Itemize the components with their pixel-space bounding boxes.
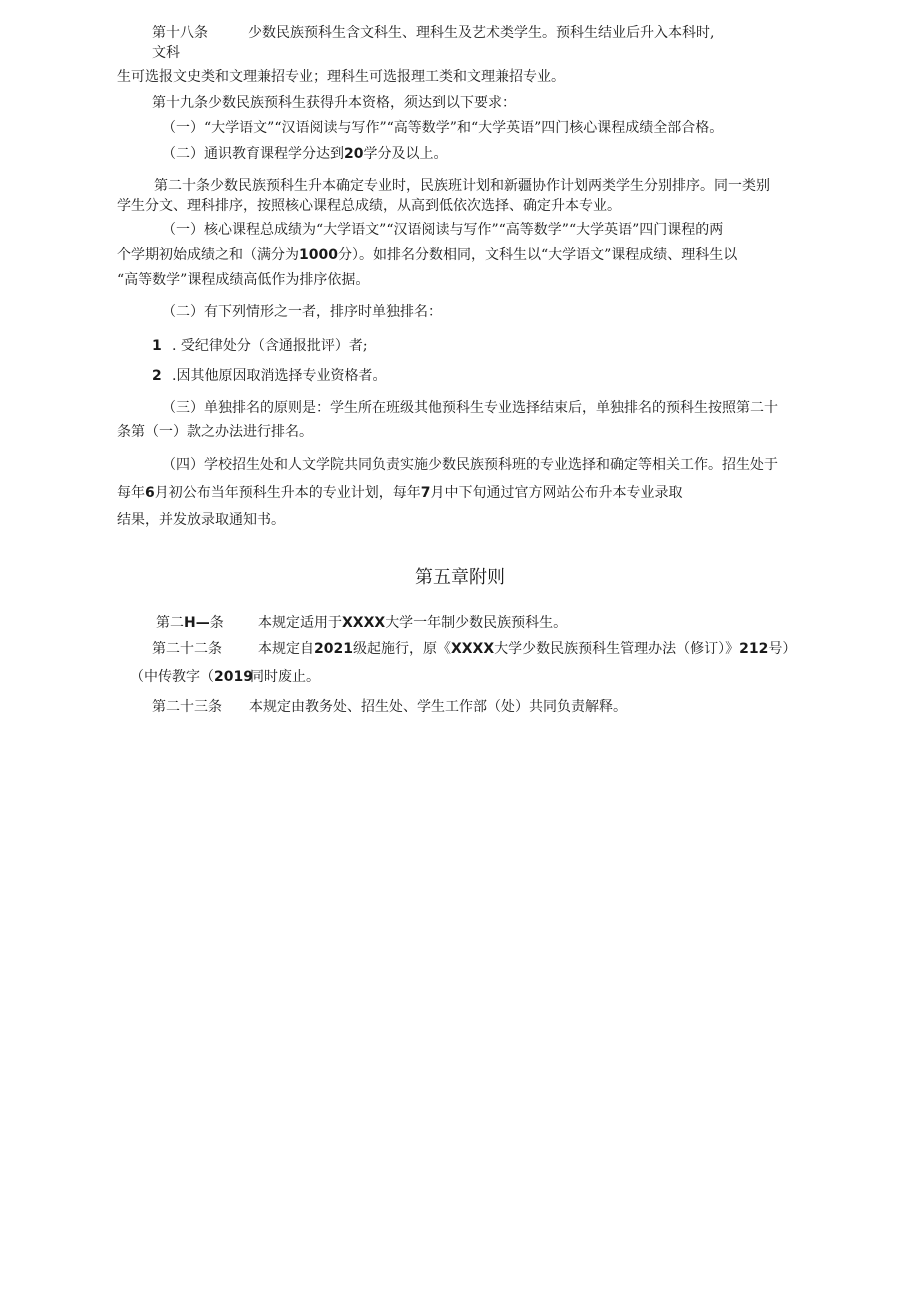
chapter-5-title: 第五章附则 — [415, 567, 505, 588]
article-20-para4-line3: 结果，并发放录取通知书。 — [117, 512, 285, 528]
article-20-para3-line1: （三）单独排名的原则是：学生所在班级其他预科生专业选择结束后，单独排名的预科生按照第二十 — [162, 400, 778, 416]
article-23-text: 本规定由教务处、招生处、学生工作部（处）共同负责解释。 — [249, 699, 627, 715]
article-20-line2: 学生分文、理科排序，按照核心课程总成绩，从高到低依次选择、确定升本专业。 — [117, 198, 621, 214]
article-20-line1: 第二十条少数民族预科生升本确定专业时，民族班计划和新疆协作计划两类学生分别排序。同一类别 — [154, 178, 770, 194]
article-18-text: 少数民族预科生含文科生、理科生及艺术类学生。预科生结业后升入本科时, — [248, 25, 715, 41]
article-19-heading: 第十九条少数民族预科生获得升本资格，须达到以下要求： — [152, 95, 516, 111]
article-20-para4-line2: 每年6月初公布当年预科生升本的专业计划，每年7月中下旬通过官方网站公布升本专业录取 — [117, 485, 683, 501]
article-23-label: 第二十三条 — [152, 699, 222, 715]
article-20-para1-line2: 个学期初始成绩之和（满分为1000分）。如排名分数相同，文科生以“大学语文”课程成绩、理科生以 — [117, 247, 738, 263]
article-18-text-line3: 生可选报文史类和文理兼招专业；理科生可选报理工类和文理兼招专业。 — [117, 69, 565, 85]
article-20-para3-line2: 条第（一）款之办法进行排名。 — [117, 424, 313, 440]
article-20-para4-line1: （四）学校招生处和人文学院共同负责实施少数民族预科班的专业选择和确定等相关工作。招生处于 — [162, 457, 778, 473]
article-18-text-line2: 文科 — [152, 45, 180, 61]
article-19-item-2: （二）通识教育课程学分达到20学分及以上。 — [162, 146, 448, 162]
article-19-item-1: （一）“大学语文”“汉语阅读与写作”“高等数学”和“大学英语”四门核心课程成绩全部合格。 — [162, 120, 724, 136]
article-18-label: 第十八条 — [152, 25, 208, 41]
article-22-text: 本规定自2021级起施行，原《XXXX大学少数民族预科生管理办法（修订）》212号） — [258, 641, 797, 657]
article-20-para2: （二）有下列情形之一者，排序时单独排名： — [162, 304, 442, 320]
article-21-label: 第二H—条 — [156, 615, 224, 631]
article-20-para1-line1: （一）核心课程总成绩为“大学语文”“汉语阅读与写作”“高等数学”“大学英语”四门课程的两 — [162, 222, 724, 238]
article-22-text-line2: （中传教字（2019同时废止。 — [130, 669, 320, 685]
article-21-text: 本规定适用于XXXX大学一年制少数民族预科生。 — [258, 615, 568, 631]
article-20-subitem-2: 2 .因其他原因取消选择专业资格者。 — [152, 368, 387, 384]
article-20-subitem-1: 1 . 受纪律处分（含通报批评）者; — [152, 338, 368, 354]
article-22-label: 第二十二条 — [152, 641, 222, 657]
article-20-para1-line3: “高等数学”课程成绩高低作为排序依据。 — [117, 272, 370, 288]
